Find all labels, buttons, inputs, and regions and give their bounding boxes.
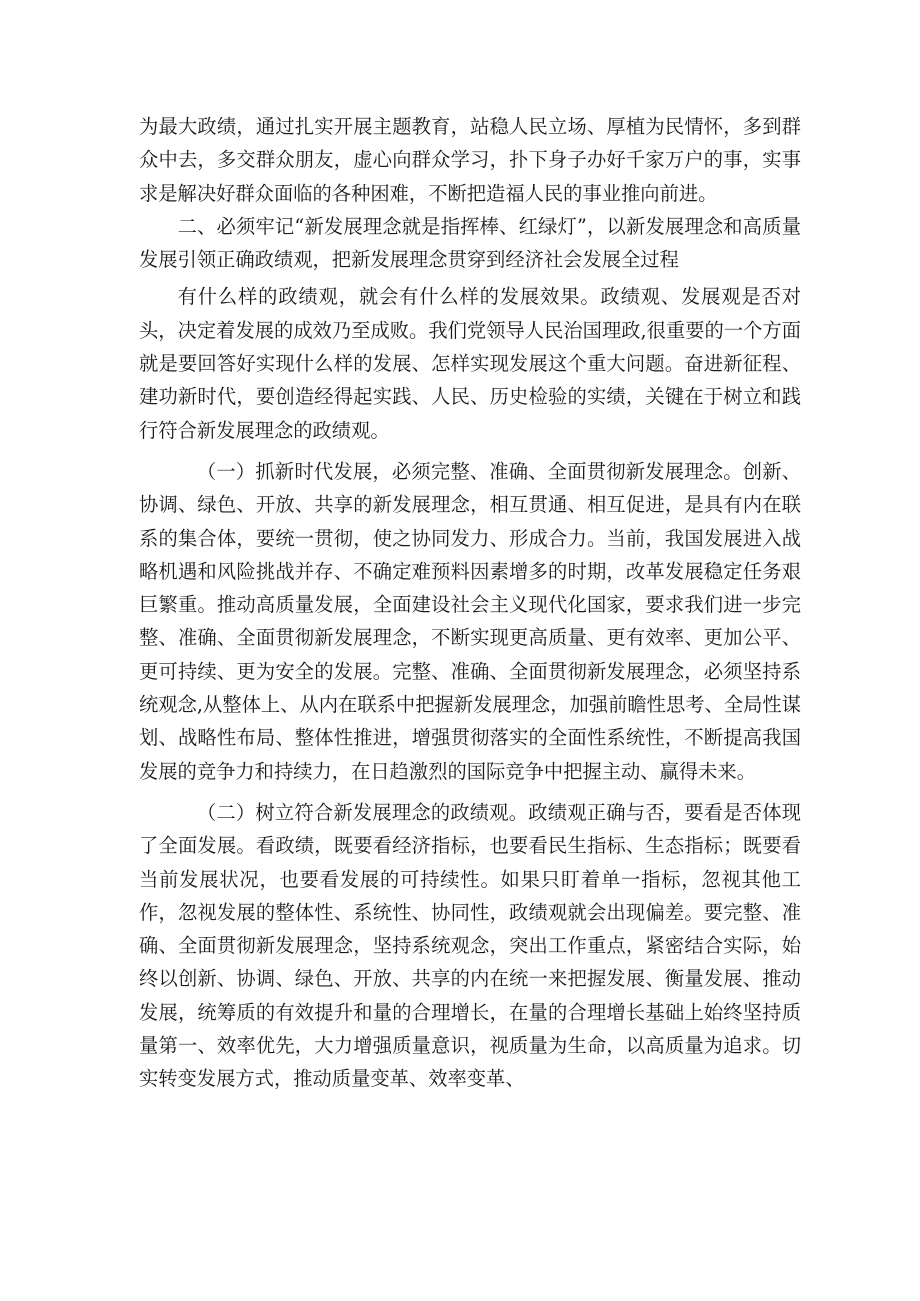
section-heading-2: 二、必须牢记“新发展理念就是指挥棒、红绿灯”，以新发展理念和高质量发展引领正确政绩观，把新发展理念贯穿到经济社会发展全过程 xyxy=(139,214,801,272)
document-body xyxy=(139,110,801,1096)
paragraph-intro: 有什么样的政绩观，就会有什么样的发展效果。政绩观、发展观是否对头，决定着发展的成效乃至成败。我们党领导人民治国理政,很重要的一个方面就是要回答好实现什么样的发展、怎样实现发展这个重大问题。奋进新征程、建功新时代，要创造经得起实践、人民、历史检验的实绩，关键在于树立和践行符合新发展理念的政绩观。 xyxy=(139,285,801,442)
paragraph-continuation: 为最大政绩，通过扎实开展主题教育，站稳人民立场、厚植为民情怀，多到群众中去，多交群众朋友，虚心向群众学习，扑下身子办好千家万户的事，实事求是解决好群众面临的各种困难，不断把造福人民的事业推向前进。 xyxy=(139,115,801,205)
paragraph-subsection-2: （二）树立符合新发展理念的政绩观。政绩观正确与否，要看是否体现了全面发展。看政绩，既要看经济指标，也要看民生指标、生态指标；既要看当前发展状况，也要看发展的可持续性。如果只盯着单一指标，忽视其他工作，忽视发展的整体性、系统性、协同性，政绩观就会出现偏差。要完整、准确、全面贯彻新发展理念，坚持系统观念，突出工作重点，紧密结合实际，始终以创新、协调、绿色、开放、共享的内在统一来把握发展、衡量发展、推动发展，统筹质的有效提升和量的合理增长，在量的合理增长基础上始终坚持质量第一、效率优先，大力增强质量意识，视质量为生命，以高质量为追求。切实转变发展方式，推动质量变革、效率变革、 xyxy=(139,800,801,1091)
paragraph-subsection-1: （一）抓新时代发展，必须完整、准确、全面贯彻新发展理念。创新、协调、绿色、开放、共享的新发展理念，相互贯通、相互促进，是具有内在联系的集合体，要统一贯彻，使之协同发力、形成合力。当前，我国发展进入战略机遇和风险挑战并存、不确定难预料因素增多的时期，改革发展稳定任务艰巨繁重。推动高质量发展，全面建设社会主义现代化国家，要求我们进一步完整、准确、全面贯彻新发展理念，不断实现更高质量、更有效率、更加公平、更可持续、更为安全的发展。完整、准确、全面贯彻新发展理念，必须坚持系统观念,从整体上、从内在联系中把握新发展理念，加强前瞻性思考、全局性谋划、战略性布局、整体性推进，增强贯彻落实的全面性系统性，不断提高我国发展的竞争力和持续力，在日趋激烈的国际竞争中把握主动、赢得未来。 xyxy=(139,459,801,783)
